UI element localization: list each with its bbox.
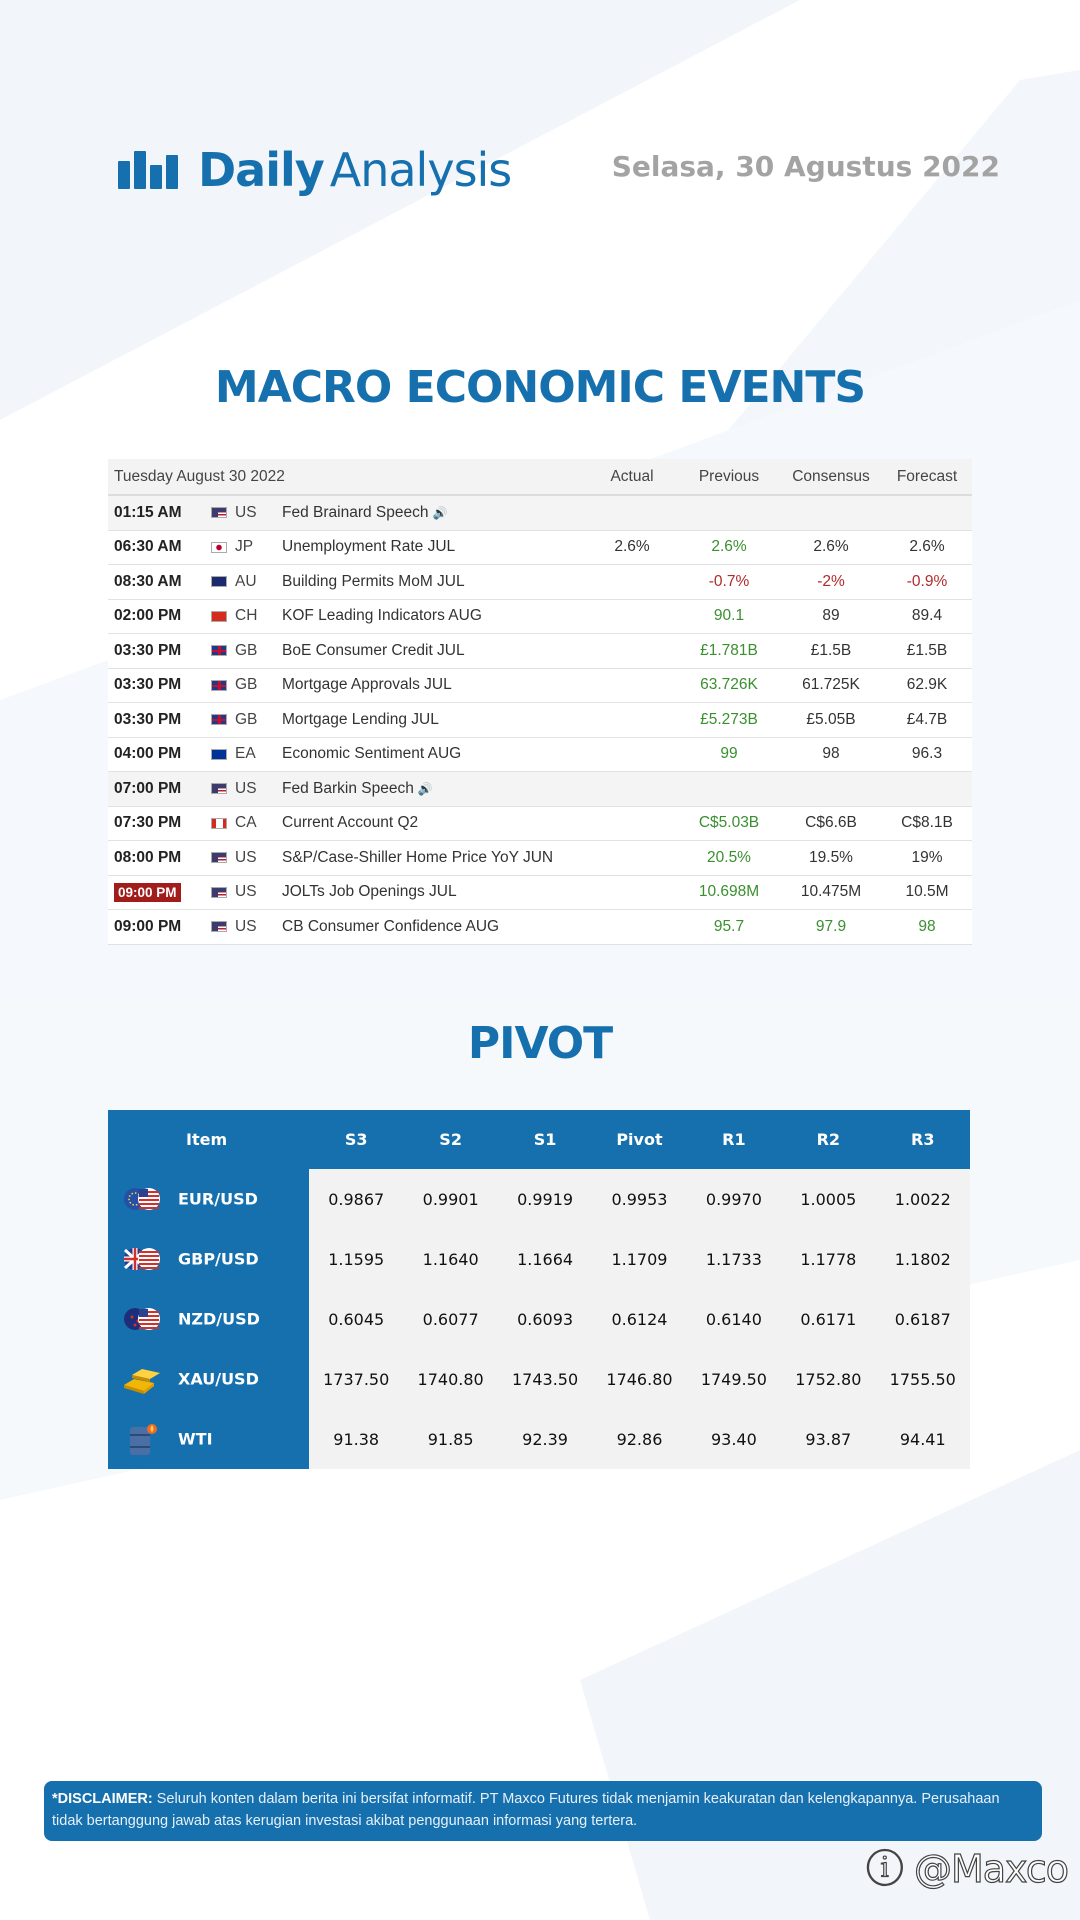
pivot-row [108,1349,970,1409]
pivot-item-label: GBP/USD [178,1249,259,1269]
event-time [108,772,209,807]
actual-value [586,772,678,807]
calendar-row [108,703,972,738]
flag-cell [209,875,229,910]
country-code: GB [229,703,276,738]
flag-cell [209,668,229,703]
pivot-value-r1: 93.40 [687,1409,781,1469]
calendar-row [108,737,972,772]
forecast-value: 96.3 [882,737,972,772]
disclaimer-box [44,1781,1042,1841]
forecast-value: £1.5B [882,634,972,669]
event-name[interactable] [276,668,586,703]
previous-value [678,495,780,530]
maxco-watermark: ⓘ @Maxco [865,1847,1068,1891]
event-name-text: Mortgage Approvals JUL [282,676,452,694]
nzd-usd-flag-icon [120,1301,164,1337]
consensus-value: 10.475M [780,875,882,910]
actual-value [586,565,678,600]
forecast-value: 10.5M [882,875,972,910]
event-name[interactable] [276,875,586,910]
gb-flag-icon [211,680,227,691]
pivot-row [108,1229,970,1289]
flag-cell [209,703,229,738]
pivot-value-r1: 1.1733 [687,1229,781,1289]
calendar-row [108,910,972,945]
pivot-col-pivot: Pivot [592,1110,686,1169]
macro-section-title: MACRO ECONOMIC EVENTS [214,362,866,413]
disclaimer-label: *DISCLAIMER: [52,1791,153,1807]
col-previous: Previous [678,459,780,495]
oil-barrel-icon [120,1421,164,1457]
actual-value [586,495,678,530]
pivot-value-r3: 1.0022 [876,1169,970,1229]
pivot-table [108,1110,970,1469]
pivot-header-row [108,1110,970,1169]
gold-bars-icon [120,1361,164,1397]
country-code: JP [229,530,276,565]
pivot-col-s1: S1 [498,1110,592,1169]
consensus-value: £1.5B [780,634,882,669]
event-name-text: Building Permits MoM JUL [282,572,465,590]
forecast-value: -0.9% [882,565,972,600]
forecast-value: 89.4 [882,599,972,634]
pivot-value-s1: 1.1664 [498,1229,592,1289]
consensus-value: £5.05B [780,703,882,738]
event-time [108,668,209,703]
jp-flag-icon [211,542,227,553]
event-name-text: CB Consumer Confidence AUG [282,917,500,935]
pivot-value-r2: 1.0005 [781,1169,875,1229]
bar-chart-logo-icon [118,151,178,189]
time-text: 09:00 PM [114,917,182,935]
forecast-value: C$8.1B [882,806,972,841]
pivot-value-s2: 1740.80 [403,1349,497,1409]
event-name[interactable] [276,530,586,565]
speaker-icon: 🔊 [432,505,448,520]
forecast-value: £4.7B [882,703,972,738]
pivot-col-r1: R1 [687,1110,781,1169]
pivot-value-s3: 0.9867 [309,1169,403,1229]
pivot-value-s2: 0.9901 [403,1169,497,1229]
event-name-text: Mortgage Lending JUL [282,710,439,728]
forecast-value [882,495,972,530]
pivot-value-s3: 1737.50 [309,1349,403,1409]
pivot-value-r3: 0.6187 [876,1289,970,1349]
country-code: US [229,910,276,945]
event-time [108,634,209,669]
pivot-value-s1: 1743.50 [498,1349,592,1409]
pivot-value-r3: 94.41 [876,1409,970,1469]
flag-cell [209,495,229,530]
event-time [108,841,209,876]
pivot-item-label: NZD/USD [178,1309,260,1329]
pivot-value-s2: 91.85 [403,1409,497,1469]
previous-value: 10.698M [678,875,780,910]
us-flag-icon [211,921,227,932]
forecast-value: 19% [882,841,972,876]
time-text: 06:30 AM [114,538,182,556]
forecast-value: 2.6% [882,530,972,565]
economic-calendar-table [108,459,972,945]
consensus-value: 61.725K [780,668,882,703]
pivot-row [108,1289,970,1349]
pivot-value-s1: 0.6093 [498,1289,592,1349]
country-code: CA [229,806,276,841]
pivot-col-s2: S2 [403,1110,497,1169]
pivot-value-r1: 0.9970 [687,1169,781,1229]
previous-value: 95.7 [678,910,780,945]
calendar-row [108,875,972,910]
logo-text-bold: Daily [198,143,324,197]
actual-value [586,841,678,876]
flag-cell [209,634,229,669]
event-name[interactable] [276,772,586,807]
pivot-item [108,1349,309,1409]
pivot-value-s3: 91.38 [309,1409,403,1469]
event-name[interactable] [276,737,586,772]
event-name[interactable] [276,599,586,634]
flag-cell [209,910,229,945]
consensus-value: 89 [780,599,882,634]
country-code: US [229,875,276,910]
event-time [108,599,209,634]
country-code: GB [229,668,276,703]
event-time [108,530,209,565]
calendar-row [108,634,972,669]
consensus-value: 97.9 [780,910,882,945]
calendar-row [108,495,972,530]
pivot-item [108,1409,309,1469]
actual-value [586,703,678,738]
pivot-value-r2: 1.1778 [781,1229,875,1289]
actual-value [586,806,678,841]
flag-cell [209,772,229,807]
event-name-text: S&P/Case-Shiller Home Price YoY JUN [282,848,554,866]
pivot-item [108,1169,309,1229]
pivot-value-r3: 1755.50 [876,1349,970,1409]
previous-value: -0.7% [678,565,780,600]
event-time [108,737,209,772]
actual-value [586,634,678,669]
pivot-col-item: Item [108,1110,309,1169]
event-name[interactable] [276,495,586,530]
calendar-header-row [108,459,972,495]
pivot-value-r1: 0.6140 [687,1289,781,1349]
pivot-row [108,1169,970,1229]
event-time [108,565,209,600]
flag-cell [209,530,229,565]
actual-value [586,910,678,945]
calendar-row [108,668,972,703]
previous-value: 20.5% [678,841,780,876]
calendar-row [108,599,972,634]
previous-value: 99 [678,737,780,772]
pivot-value-pivot: 0.9953 [592,1169,686,1229]
event-name[interactable] [276,806,586,841]
pivot-col-r2: R2 [781,1110,875,1169]
gb-flag-icon [211,714,227,725]
actual-value [586,737,678,772]
consensus-value: -2% [780,565,882,600]
time-text: 03:30 PM [114,676,182,694]
disclaimer-text: Seluruh konten dalam berita ini bersifat informatif. PT Maxco Futures tidak menjamin keakuratan dan kelengkapannya. Perusahaan tidak bertanggung jawab atas kerugian investasi akibat penggunaan informasi yang tertera. [52,1791,1000,1829]
time-text: 07:00 PM [114,779,182,797]
event-time [108,875,209,910]
event-name-text: KOF Leading Indicators AUG [282,607,482,625]
pivot-item [108,1289,309,1349]
col-actual: Actual [586,459,678,495]
highlighted-time-badge: 09:00 PM [114,883,181,902]
pivot-value-s3: 0.6045 [309,1289,403,1349]
forecast-value [882,772,972,807]
brand-logo [118,140,511,200]
country-code: GB [229,634,276,669]
ea-flag-icon [211,749,227,760]
pivot-item-label: EUR/USD [178,1189,258,1209]
time-text: 08:00 PM [114,848,182,866]
us-flag-icon [211,507,227,518]
event-name-text: Economic Sentiment AUG [282,745,462,763]
consensus-value: 19.5% [780,841,882,876]
consensus-value [780,495,882,530]
pivot-value-pivot: 92.86 [592,1409,686,1469]
speaker-icon: 🔊 [417,781,433,796]
previous-value: C$5.03B [678,806,780,841]
event-name[interactable] [276,565,586,600]
consensus-value: 98 [780,737,882,772]
calendar-row [108,806,972,841]
pivot-value-r1: 1749.50 [687,1349,781,1409]
calendar-row [108,841,972,876]
time-text: 07:30 PM [114,814,182,832]
flag-cell [209,841,229,876]
event-name-text: Unemployment Rate JUL [282,538,456,556]
event-time [108,806,209,841]
pivot-value-r3: 1.1802 [876,1229,970,1289]
pivot-item-label: XAU/USD [178,1369,259,1389]
actual-value [586,875,678,910]
consensus-value [780,772,882,807]
event-name[interactable] [276,703,586,738]
previous-value: 63.726K [678,668,780,703]
event-name-text: Current Account Q2 [282,814,419,832]
ca-flag-icon [211,818,227,829]
pivot-col-s3: S3 [309,1110,403,1169]
previous-value: 90.1 [678,599,780,634]
actual-value [586,668,678,703]
time-text: 08:30 AM [114,572,182,590]
pivot-value-s1: 92.39 [498,1409,592,1469]
pivot-section-title: PIVOT [467,1018,613,1069]
col-consensus: Consensus [780,459,882,495]
event-time [108,910,209,945]
gb-flag-icon [211,645,227,656]
us-flag-icon [211,852,227,863]
ch-flag-icon [211,611,227,622]
previous-value [678,772,780,807]
pivot-value-pivot: 0.6124 [592,1289,686,1349]
eur-usd-flag-icon [120,1181,164,1217]
pivot-item [108,1229,309,1289]
country-code: EA [229,737,276,772]
flag-cell [209,599,229,634]
previous-value: £5.273B [678,703,780,738]
event-name-text: Fed Barkin Speech [282,779,414,797]
event-time [108,495,209,530]
pivot-value-r2: 1752.80 [781,1349,875,1409]
pivot-value-r2: 93.87 [781,1409,875,1469]
logo-text-light: Analysis [329,143,512,197]
event-name[interactable] [276,910,586,945]
pivot-value-pivot: 1746.80 [592,1349,686,1409]
pivot-row [108,1409,970,1469]
country-code: US [229,841,276,876]
pivot-value-r2: 0.6171 [781,1289,875,1349]
pivot-value-s1: 0.9919 [498,1169,592,1229]
flag-cell [209,737,229,772]
report-date: Selasa, 30 Agustus 2022 [611,150,1000,183]
country-code: CH [229,599,276,634]
event-name-text: JOLTs Job Openings JUL [282,883,457,901]
au-flag-icon [211,576,227,587]
flag-cell [209,806,229,841]
time-text: 03:30 PM [114,641,182,659]
event-name[interactable] [276,634,586,669]
col-forecast: Forecast [882,459,972,495]
time-text: 02:00 PM [114,607,182,625]
pivot-value-pivot: 1.1709 [592,1229,686,1289]
pivot-col-r3: R3 [876,1110,970,1169]
previous-value: £1.781B [678,634,780,669]
pivot-value-s2: 1.1640 [403,1229,497,1289]
time-text: 03:30 PM [114,710,182,728]
event-time [108,703,209,738]
calendar-row [108,565,972,600]
consensus-value: C$6.6B [780,806,882,841]
pivot-value-s2: 0.6077 [403,1289,497,1349]
flag-cell [209,565,229,600]
gbp-usd-flag-icon [120,1241,164,1277]
pivot-item-label: WTI [178,1429,213,1449]
us-flag-icon [211,783,227,794]
calendar-date-label: Tuesday August 30 2022 [108,459,586,495]
calendar-row [108,772,972,807]
country-code: US [229,772,276,807]
calendar-row [108,530,972,565]
actual-value: 2.6% [586,530,678,565]
previous-value: 2.6% [678,530,780,565]
forecast-value: 62.9K [882,668,972,703]
time-text: 01:15 AM [114,503,182,521]
country-code: AU [229,565,276,600]
event-name-text: Fed Brainard Speech [282,503,429,521]
event-name-text: BoE Consumer Credit JUL [282,641,465,659]
watermark-text: @Maxco [913,1847,1068,1891]
actual-value [586,599,678,634]
us-flag-icon [211,887,227,898]
consensus-value: 2.6% [780,530,882,565]
pivot-value-s3: 1.1595 [309,1229,403,1289]
forecast-value: 98 [882,910,972,945]
event-name[interactable] [276,841,586,876]
time-text: 04:00 PM [114,745,182,763]
country-code: US [229,495,276,530]
